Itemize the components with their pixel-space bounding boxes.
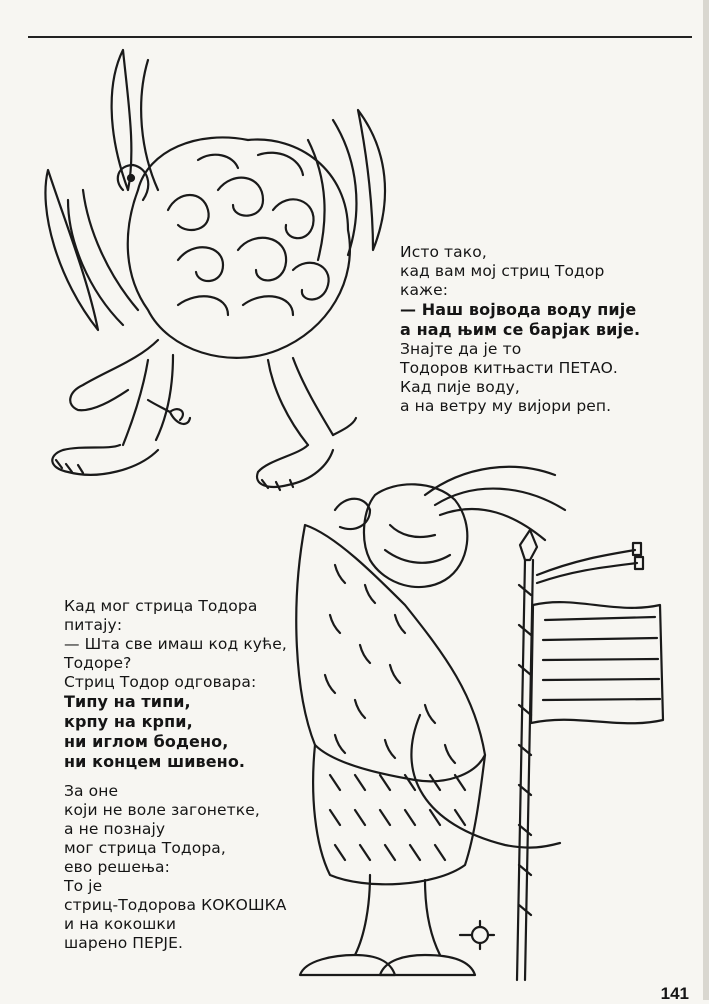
- riddle-line: — Наш војвода воду пије: [400, 300, 637, 319]
- stanza-line: Кад мог стрица Тодора: [64, 597, 258, 615]
- stanza-line: ево решења:: [64, 858, 170, 876]
- stanza-line: — Шта све имаш код куће,: [64, 635, 287, 653]
- stanza-line: шарено ПЕРЈЕ.: [64, 934, 183, 952]
- stanza-line: Знајте да је то: [400, 340, 522, 358]
- stanza-line: питају:: [64, 616, 123, 634]
- stanza-line: Исто тако,: [400, 243, 487, 261]
- stanza-line: а не познају: [64, 820, 166, 838]
- stanza-line: који не воле загонетке,: [64, 801, 260, 819]
- stanza-line: кад вам мој стриц Тодор: [400, 262, 605, 280]
- page-edge-shadow: [703, 0, 709, 1000]
- stanza-line: Тодоре?: [64, 654, 132, 672]
- stanza-line: мог стрица Тодора,: [64, 839, 226, 857]
- stanza-line: а на ветру му вијори реп.: [400, 397, 612, 415]
- rooster-stanza: [400, 243, 640, 416]
- stanza-line: Стриц Тодор одговара:: [64, 673, 257, 691]
- riddle-line: Типу на типи,: [64, 692, 191, 711]
- stanza-gap: [64, 772, 287, 782]
- riddle-line: а над њим се барјак вије.: [400, 320, 641, 339]
- voivode-with-flag-illustration: [275, 455, 695, 985]
- hen-with-wings-illustration: [28, 40, 408, 520]
- stanza-line: и на кокошки: [64, 915, 177, 933]
- hen-stanza: [64, 597, 287, 953]
- stanza-line: Кад пије воду,: [400, 378, 520, 396]
- riddle-line: крпу на крпи,: [64, 712, 193, 731]
- stanza-line: стриц-Тодорова КОКОШКА: [64, 896, 287, 914]
- stanza-line: За оне: [64, 782, 119, 800]
- riddle-line: ни концем шивено.: [64, 752, 246, 771]
- stanza-line: То је: [64, 877, 103, 895]
- top-rule: [28, 36, 692, 38]
- riddle-line: ни иглом бодено,: [64, 732, 229, 751]
- stanza-line: каже:: [400, 281, 449, 299]
- page-number: 141: [660, 984, 689, 1003]
- stanza-line: Тодоров китњасти ПЕТАО.: [400, 359, 618, 377]
